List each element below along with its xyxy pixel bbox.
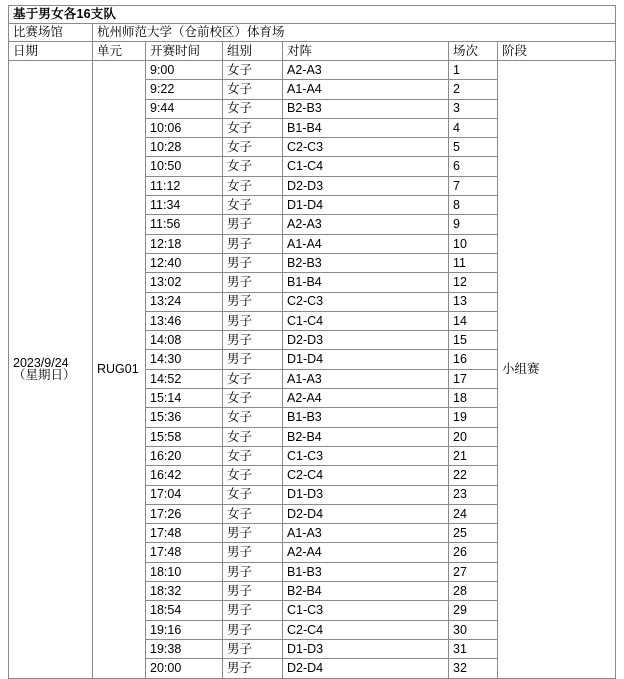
column-header-match: 对阵 [283, 42, 449, 61]
cell-match: A2-A3 [283, 61, 449, 80]
column-header-row [9, 42, 616, 61]
cell-match: D1-D4 [283, 196, 449, 215]
document-title: 基于男女各16支队 [9, 6, 616, 24]
cell-no: 19 [449, 408, 498, 427]
cell-match: A1-A4 [283, 80, 449, 99]
cell-time: 15:36 [146, 408, 223, 427]
cell-no: 8 [449, 196, 498, 215]
cell-no: 20 [449, 427, 498, 446]
cell-match: A1-A3 [283, 369, 449, 388]
cell-unit: RUG01 [93, 61, 146, 679]
cell-match: C1-C4 [283, 157, 449, 176]
cell-group: 女子 [223, 504, 283, 523]
cell-group: 女子 [223, 369, 283, 388]
cell-time: 20:00 [146, 659, 223, 678]
cell-group: 男子 [223, 311, 283, 330]
cell-group: 男子 [223, 639, 283, 658]
cell-group: 男子 [223, 350, 283, 369]
cell-no: 13 [449, 292, 498, 311]
cell-no: 4 [449, 118, 498, 137]
cell-no: 21 [449, 446, 498, 465]
cell-time: 16:42 [146, 466, 223, 485]
cell-time: 18:54 [146, 601, 223, 620]
cell-time: 18:32 [146, 582, 223, 601]
cell-match: B1-B3 [283, 408, 449, 427]
cell-group: 女子 [223, 485, 283, 504]
cell-no: 5 [449, 138, 498, 157]
cell-time: 17:48 [146, 543, 223, 562]
cell-match: B1-B4 [283, 118, 449, 137]
cell-time: 17:26 [146, 504, 223, 523]
cell-no: 29 [449, 601, 498, 620]
cell-time: 9:00 [146, 61, 223, 80]
cell-no: 24 [449, 504, 498, 523]
cell-time: 9:44 [146, 99, 223, 118]
table-row [9, 61, 616, 80]
cell-group: 女子 [223, 176, 283, 195]
cell-time: 17:48 [146, 524, 223, 543]
cell-no: 28 [449, 582, 498, 601]
cell-time: 19:38 [146, 639, 223, 658]
cell-no: 26 [449, 543, 498, 562]
cell-match: B2-B3 [283, 99, 449, 118]
cell-group: 女子 [223, 427, 283, 446]
cell-time: 11:12 [146, 176, 223, 195]
cell-no: 9 [449, 215, 498, 234]
cell-group: 女子 [223, 61, 283, 80]
cell-match: A1-A3 [283, 524, 449, 543]
cell-time: 10:28 [146, 138, 223, 157]
cell-no: 7 [449, 176, 498, 195]
cell-no: 31 [449, 639, 498, 658]
cell-no: 6 [449, 157, 498, 176]
cell-group: 男子 [223, 543, 283, 562]
venue-value: 杭州师范大学（仓前校区）体育场 [93, 24, 616, 42]
cell-time: 18:10 [146, 562, 223, 581]
cell-match: A1-A4 [283, 234, 449, 253]
cell-time: 12:40 [146, 253, 223, 272]
cell-group: 女子 [223, 80, 283, 99]
cell-time: 14:52 [146, 369, 223, 388]
cell-no: 3 [449, 99, 498, 118]
cell-time: 16:20 [146, 446, 223, 465]
cell-match: D1-D3 [283, 485, 449, 504]
cell-match: A2-A4 [283, 543, 449, 562]
cell-time: 9:22 [146, 80, 223, 99]
cell-match: B2-B4 [283, 582, 449, 601]
cell-match: D2-D4 [283, 504, 449, 523]
cell-group: 男子 [223, 659, 283, 678]
cell-group: 女子 [223, 446, 283, 465]
cell-no: 10 [449, 234, 498, 253]
cell-no: 14 [449, 311, 498, 330]
cell-time: 15:14 [146, 389, 223, 408]
cell-date-line2: （星期日） [13, 368, 76, 383]
cell-time: 15:58 [146, 427, 223, 446]
cell-match: C1-C3 [283, 446, 449, 465]
cell-no: 11 [449, 253, 498, 272]
cell-date [9, 61, 93, 679]
cell-match: C1-C4 [283, 311, 449, 330]
cell-no: 12 [449, 273, 498, 292]
cell-match: D1-D3 [283, 639, 449, 658]
cell-match: D2-D4 [283, 659, 449, 678]
cell-group: 男子 [223, 234, 283, 253]
cell-no: 25 [449, 524, 498, 543]
cell-group: 男子 [223, 215, 283, 234]
cell-match: D2-D3 [283, 331, 449, 350]
cell-group: 男子 [223, 562, 283, 581]
cell-time: 11:34 [146, 196, 223, 215]
cell-group: 男子 [223, 601, 283, 620]
cell-match: B2-B3 [283, 253, 449, 272]
cell-no: 22 [449, 466, 498, 485]
cell-group: 男子 [223, 620, 283, 639]
cell-time: 14:30 [146, 350, 223, 369]
schedule-table [8, 5, 616, 679]
cell-match: B1-B3 [283, 562, 449, 581]
cell-no: 17 [449, 369, 498, 388]
cell-no: 1 [449, 61, 498, 80]
column-header-stage: 阶段 [498, 42, 616, 61]
cell-time: 13:46 [146, 311, 223, 330]
cell-no: 2 [449, 80, 498, 99]
column-header-unit: 单元 [93, 42, 146, 61]
cell-no: 15 [449, 331, 498, 350]
cell-no: 16 [449, 350, 498, 369]
cell-group: 男子 [223, 253, 283, 272]
cell-match: C2-C4 [283, 466, 449, 485]
cell-match: A2-A3 [283, 215, 449, 234]
column-header-date: 日期 [9, 42, 93, 61]
venue-label: 比赛场馆 [9, 24, 93, 42]
cell-stage: 小组赛 [498, 61, 616, 679]
cell-time: 19:16 [146, 620, 223, 639]
cell-match: B1-B4 [283, 273, 449, 292]
cell-time: 10:06 [146, 118, 223, 137]
cell-group: 女子 [223, 389, 283, 408]
cell-match: A2-A4 [283, 389, 449, 408]
cell-group: 女子 [223, 157, 283, 176]
cell-time: 11:56 [146, 215, 223, 234]
column-header-group: 组别 [223, 42, 283, 61]
cell-time: 13:24 [146, 292, 223, 311]
cell-match: B2-B4 [283, 427, 449, 446]
cell-time: 10:50 [146, 157, 223, 176]
cell-date-line1: 2023/9/24 [13, 355, 69, 370]
cell-match: C2-C4 [283, 620, 449, 639]
cell-group: 男子 [223, 524, 283, 543]
cell-no: 27 [449, 562, 498, 581]
cell-time: 13:02 [146, 273, 223, 292]
cell-group: 男子 [223, 292, 283, 311]
cell-time: 14:08 [146, 331, 223, 350]
cell-time: 12:18 [146, 234, 223, 253]
venue-row [9, 24, 616, 42]
cell-group: 女子 [223, 118, 283, 137]
cell-group: 女子 [223, 196, 283, 215]
cell-no: 32 [449, 659, 498, 678]
cell-match: C1-C3 [283, 601, 449, 620]
cell-no: 23 [449, 485, 498, 504]
column-header-time: 开赛时间 [146, 42, 223, 61]
document-title-row [9, 6, 616, 24]
cell-match: D2-D3 [283, 176, 449, 195]
cell-group: 女子 [223, 466, 283, 485]
cell-match: C2-C3 [283, 138, 449, 157]
cell-group: 女子 [223, 99, 283, 118]
cell-match: D1-D4 [283, 350, 449, 369]
cell-no: 18 [449, 389, 498, 408]
cell-match: C2-C3 [283, 292, 449, 311]
cell-group: 男子 [223, 331, 283, 350]
column-header-no: 场次 [449, 42, 498, 61]
cell-group: 男子 [223, 582, 283, 601]
cell-time: 17:04 [146, 485, 223, 504]
schedule-table-body [9, 6, 616, 679]
cell-group: 男子 [223, 273, 283, 292]
cell-group: 女子 [223, 408, 283, 427]
cell-no: 30 [449, 620, 498, 639]
cell-group: 女子 [223, 138, 283, 157]
